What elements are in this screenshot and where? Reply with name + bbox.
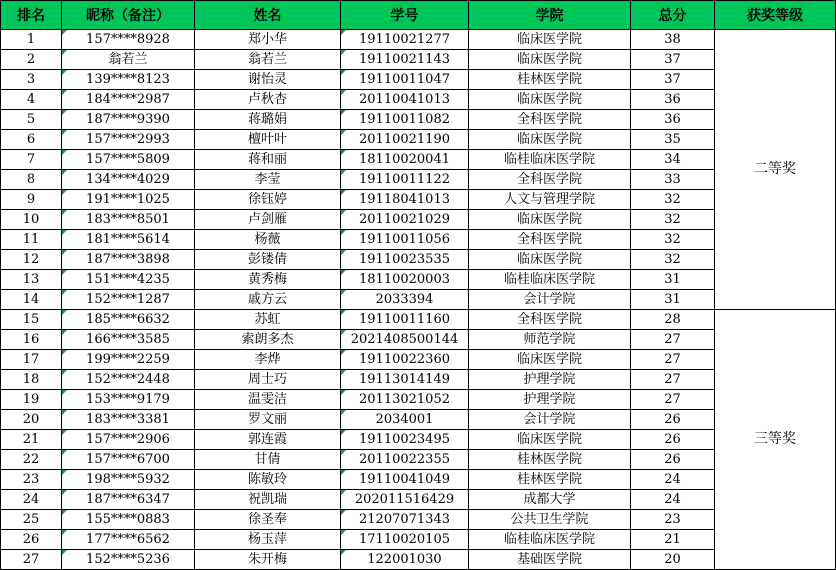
college-cell[interactable]: 桂林医学院 (469, 470, 631, 490)
header-college[interactable]: 学院 (469, 1, 631, 30)
score-cell[interactable]: 36 (631, 90, 715, 110)
rank-cell[interactable]: 6 (1, 130, 62, 150)
table-row (1, 330, 836, 350)
nickname-cell[interactable]: 183****3381 (62, 410, 195, 430)
nickname-cell[interactable]: 187****9390 (62, 110, 195, 130)
name-cell[interactable]: 苏虹 (195, 310, 341, 330)
college-cell[interactable]: 临床医学院 (469, 30, 631, 50)
score-cell[interactable]: 34 (631, 150, 715, 170)
student-id-cell[interactable]: 19118041013 (341, 190, 469, 210)
student-id-cell[interactable]: 2033394 (341, 290, 469, 310)
award-third-cell[interactable]: 三等奖 (715, 310, 836, 570)
score-cell[interactable]: 27 (631, 390, 715, 410)
student-id-cell[interactable]: 19110022360 (341, 350, 469, 370)
name-cell[interactable]: 祝凯瑞 (195, 490, 341, 510)
table-row (1, 90, 836, 110)
score-cell[interactable]: 20 (631, 550, 715, 570)
score-cell[interactable]: 27 (631, 370, 715, 390)
rank-cell[interactable]: 4 (1, 90, 62, 110)
nickname-cell[interactable]: 181****5614 (62, 230, 195, 250)
table-row (1, 530, 836, 550)
score-cell[interactable]: 26 (631, 450, 715, 470)
rank-cell[interactable]: 11 (1, 230, 62, 250)
nickname-cell[interactable]: 157****2906 (62, 430, 195, 450)
college-cell[interactable]: 临床医学院 (469, 130, 631, 150)
college-cell[interactable]: 护理学院 (469, 390, 631, 410)
name-cell[interactable]: 谢怡灵 (195, 70, 341, 90)
student-id-cell[interactable]: 2034001 (341, 410, 469, 430)
nickname-cell[interactable]: 187****3898 (62, 250, 195, 270)
name-cell[interactable]: 温雯洁 (195, 390, 341, 410)
nickname-cell[interactable]: 157****5809 (62, 150, 195, 170)
table-row (1, 210, 836, 230)
name-cell[interactable]: 檀叶叶 (195, 130, 341, 150)
college-cell[interactable]: 全科医学院 (469, 310, 631, 330)
score-cell[interactable]: 26 (631, 430, 715, 450)
nickname-cell[interactable]: 157****6700 (62, 450, 195, 470)
name-cell[interactable]: 罗文丽 (195, 410, 341, 430)
name-cell[interactable]: 郑小华 (195, 30, 341, 50)
rank-cell[interactable]: 7 (1, 150, 62, 170)
table-row (1, 130, 836, 150)
nickname-cell[interactable]: 183****8501 (62, 210, 195, 230)
nickname-cell[interactable]: 198****5932 (62, 470, 195, 490)
student-id-cell[interactable]: 20110041013 (341, 90, 469, 110)
table-row (1, 390, 836, 410)
rank-cell[interactable]: 13 (1, 270, 62, 290)
nickname-cell[interactable]: 152****1287 (62, 290, 195, 310)
student-id-cell[interactable]: 19113014149 (341, 370, 469, 390)
college-cell[interactable]: 护理学院 (469, 370, 631, 390)
table-row (1, 150, 836, 170)
rank-cell[interactable]: 19 (1, 390, 62, 410)
table-row (1, 170, 836, 190)
student-id-cell[interactable]: 19110041049 (341, 470, 469, 490)
rank-cell[interactable]: 17 (1, 350, 62, 370)
name-cell[interactable]: 徐圣奉 (195, 510, 341, 530)
nickname-cell[interactable]: 152****5236 (62, 550, 195, 570)
header-name[interactable]: 姓名 (195, 1, 341, 30)
rank-cell[interactable]: 10 (1, 210, 62, 230)
college-cell[interactable]: 临床医学院 (469, 50, 631, 70)
nickname-cell[interactable]: 177****6562 (62, 530, 195, 550)
header-student-id[interactable]: 学号 (341, 1, 469, 30)
rank-cell[interactable]: 1 (1, 30, 62, 50)
rank-cell[interactable]: 8 (1, 170, 62, 190)
student-id-cell[interactable]: 202011516429 (341, 490, 469, 510)
name-cell[interactable]: 卢剑雁 (195, 210, 341, 230)
score-cell[interactable]: 31 (631, 270, 715, 290)
student-id-cell[interactable]: 17110020105 (341, 530, 469, 550)
table-row (1, 310, 836, 330)
table-body (1, 30, 836, 570)
name-cell[interactable]: 翁若兰 (195, 50, 341, 70)
college-cell[interactable]: 全科医学院 (469, 170, 631, 190)
table-row (1, 410, 836, 430)
rank-cell[interactable]: 16 (1, 330, 62, 350)
score-cell[interactable]: 27 (631, 330, 715, 350)
student-id-cell[interactable]: 21207071343 (341, 510, 469, 530)
college-cell[interactable]: 基础医学院 (469, 550, 631, 570)
rank-cell[interactable]: 26 (1, 530, 62, 550)
header-score[interactable]: 总分 (631, 1, 715, 30)
header-row (1, 1, 836, 30)
score-cell[interactable]: 21 (631, 530, 715, 550)
nickname-cell[interactable]: 185****6632 (62, 310, 195, 330)
nickname-cell[interactable]: 139****8123 (62, 70, 195, 90)
student-id-cell[interactable]: 2021408500144 (341, 330, 469, 350)
score-cell[interactable]: 32 (631, 190, 715, 210)
table-row (1, 30, 836, 50)
name-cell[interactable]: 陈敏玲 (195, 470, 341, 490)
score-cell[interactable]: 28 (631, 310, 715, 330)
rank-cell[interactable]: 3 (1, 70, 62, 90)
rank-cell[interactable]: 12 (1, 250, 62, 270)
rank-cell[interactable]: 25 (1, 510, 62, 530)
nickname-cell[interactable]: 152****2448 (62, 370, 195, 390)
student-id-cell[interactable]: 19110011082 (341, 110, 469, 130)
nickname-cell[interactable]: 199****2259 (62, 350, 195, 370)
score-cell[interactable]: 31 (631, 290, 715, 310)
nickname-cell[interactable]: 157****2993 (62, 130, 195, 150)
student-id-cell[interactable]: 19110011047 (341, 70, 469, 90)
name-cell[interactable]: 戚方云 (195, 290, 341, 310)
rank-cell[interactable]: 23 (1, 470, 62, 490)
nickname-cell[interactable]: 155****0883 (62, 510, 195, 530)
header-award-level[interactable]: 获奖等级 (715, 1, 836, 30)
college-cell[interactable]: 桂林医学院 (469, 450, 631, 470)
table-row (1, 230, 836, 250)
table-row (1, 550, 836, 570)
table-row (1, 250, 836, 270)
college-cell[interactable]: 成都大学 (469, 490, 631, 510)
table-row (1, 110, 836, 130)
student-id-cell[interactable]: 20110022355 (341, 450, 469, 470)
score-cell[interactable]: 37 (631, 70, 715, 90)
name-cell[interactable]: 郭连霞 (195, 430, 341, 450)
score-cell[interactable]: 24 (631, 490, 715, 510)
rank-cell[interactable]: 27 (1, 550, 62, 570)
score-cell[interactable]: 32 (631, 210, 715, 230)
nickname-cell[interactable]: 166****3585 (62, 330, 195, 350)
student-id-cell[interactable]: 19110021277 (341, 30, 469, 50)
header-nickname[interactable]: 昵称（备注） (62, 1, 195, 30)
college-cell[interactable]: 临床医学院 (469, 90, 631, 110)
rank-cell[interactable]: 18 (1, 370, 62, 390)
student-id-cell[interactable]: 19110011122 (341, 170, 469, 190)
college-cell[interactable]: 人文与管理学院 (469, 190, 631, 210)
table-row (1, 470, 836, 490)
name-cell[interactable]: 蒋璐娟 (195, 110, 341, 130)
name-cell[interactable]: 杨玉萍 (195, 530, 341, 550)
table-row (1, 70, 836, 90)
student-id-cell[interactable]: 122001030 (341, 550, 469, 570)
name-cell[interactable]: 蒋和丽 (195, 150, 341, 170)
score-cell[interactable]: 36 (631, 110, 715, 130)
score-cell[interactable]: 35 (631, 130, 715, 150)
rank-cell[interactable]: 21 (1, 430, 62, 450)
rank-cell[interactable]: 22 (1, 450, 62, 470)
table-row (1, 350, 836, 370)
table-row (1, 50, 836, 70)
table-row (1, 270, 836, 290)
table-row (1, 510, 836, 530)
nickname-cell[interactable]: 191****1025 (62, 190, 195, 210)
score-cell[interactable]: 23 (631, 510, 715, 530)
table-row (1, 190, 836, 210)
table-row (1, 290, 836, 310)
name-cell[interactable]: 朱开梅 (195, 550, 341, 570)
student-id-cell[interactable]: 19110023495 (341, 430, 469, 450)
table-row (1, 450, 836, 470)
name-cell[interactable]: 甘倩 (195, 450, 341, 470)
table-row (1, 490, 836, 510)
score-cell[interactable]: 38 (631, 30, 715, 50)
college-cell[interactable]: 桂林医学院 (469, 70, 631, 90)
rank-cell[interactable]: 24 (1, 490, 62, 510)
nickname-cell[interactable]: 153****9179 (62, 390, 195, 410)
name-cell[interactable]: 杨薇 (195, 230, 341, 250)
name-cell[interactable]: 索朗多杰 (195, 330, 341, 350)
rank-cell[interactable]: 5 (1, 110, 62, 130)
score-cell[interactable]: 24 (631, 470, 715, 490)
student-id-cell[interactable]: 19110011160 (341, 310, 469, 330)
college-cell[interactable]: 临床医学院 (469, 430, 631, 450)
name-cell[interactable]: 黄秀梅 (195, 270, 341, 290)
student-id-cell[interactable]: 19110021143 (341, 50, 469, 70)
college-cell[interactable]: 公共卫生学院 (469, 510, 631, 530)
student-id-cell[interactable]: 18110020041 (341, 150, 469, 170)
table-row (1, 430, 836, 450)
college-cell[interactable]: 全科医学院 (469, 110, 631, 130)
score-cell[interactable]: 32 (631, 230, 715, 250)
college-cell[interactable]: 临桂临床医学院 (469, 150, 631, 170)
college-cell[interactable]: 会计学院 (469, 410, 631, 430)
nickname-cell[interactable]: 翁若兰 (62, 50, 195, 70)
rank-cell[interactable]: 2 (1, 50, 62, 70)
student-id-cell[interactable]: 18110020003 (341, 270, 469, 290)
student-id-cell[interactable]: 20110021029 (341, 210, 469, 230)
student-id-cell[interactable]: 20113021052 (341, 390, 469, 410)
score-cell[interactable]: 37 (631, 50, 715, 70)
name-cell[interactable]: 李烨 (195, 350, 341, 370)
header-rank[interactable]: 排名 (1, 1, 62, 30)
score-cell[interactable]: 26 (631, 410, 715, 430)
name-cell[interactable]: 卢秋杏 (195, 90, 341, 110)
name-cell[interactable]: 彭镂倩 (195, 250, 341, 270)
score-cell[interactable]: 27 (631, 350, 715, 370)
college-cell[interactable]: 临床医学院 (469, 350, 631, 370)
rank-cell[interactable]: 20 (1, 410, 62, 430)
nickname-cell[interactable]: 187****6347 (62, 490, 195, 510)
college-cell[interactable]: 临桂临床医学院 (469, 270, 631, 290)
name-cell[interactable]: 徐钰婷 (195, 190, 341, 210)
rank-cell[interactable]: 9 (1, 190, 62, 210)
college-cell[interactable]: 临桂临床医学院 (469, 530, 631, 550)
nickname-cell[interactable]: 157****8928 (62, 30, 195, 50)
nickname-cell[interactable]: 151****4235 (62, 270, 195, 290)
name-cell[interactable]: 周士巧 (195, 370, 341, 390)
college-cell[interactable]: 临床医学院 (469, 250, 631, 270)
table-row (1, 370, 836, 390)
college-cell[interactable]: 会计学院 (469, 290, 631, 310)
score-cell[interactable]: 32 (631, 250, 715, 270)
student-id-cell[interactable]: 19110011056 (341, 230, 469, 250)
college-cell[interactable]: 师范学院 (469, 330, 631, 350)
rank-cell[interactable]: 14 (1, 290, 62, 310)
nickname-cell[interactable]: 134****4029 (62, 170, 195, 190)
student-id-cell[interactable]: 19110023535 (341, 250, 469, 270)
college-cell[interactable]: 全科医学院 (469, 230, 631, 250)
student-id-cell[interactable]: 20110021190 (341, 130, 469, 150)
award-second-cell[interactable]: 二等奖 (715, 30, 836, 310)
name-cell[interactable]: 李莹 (195, 170, 341, 190)
college-cell[interactable]: 临床医学院 (469, 210, 631, 230)
rank-cell[interactable]: 15 (1, 310, 62, 330)
score-cell[interactable]: 33 (631, 170, 715, 190)
nickname-cell[interactable]: 184****2987 (62, 90, 195, 110)
